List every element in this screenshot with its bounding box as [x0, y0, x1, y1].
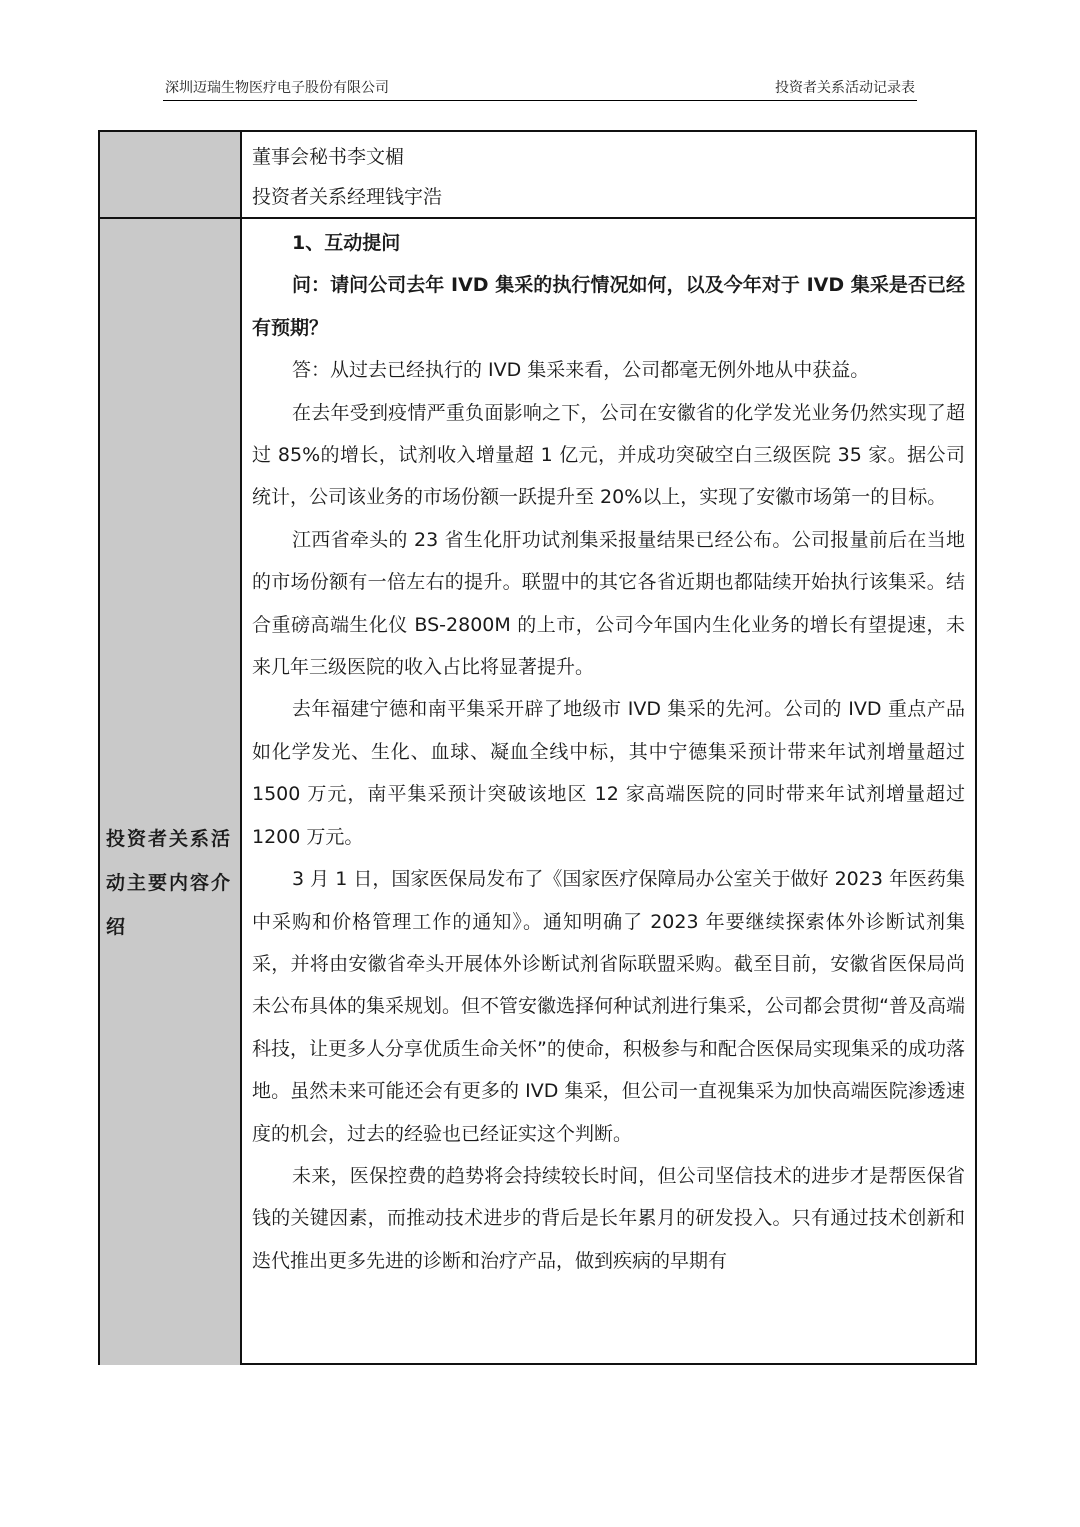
record-table [98, 130, 977, 1365]
answer-paragraph: 江西省牵头的 23 省生化肝功试剂集采报量结果已经公布。公司报量前后在当地的市场份额有一倍左右的提升。联盟中的其它各省近期也都陆续开始执行该集采。结合重磅高端生化仪 BS-2800M 的上市，公司今年国内生化业务的增长有望提速，未来几年三级医院的收入占比将显著提升。 [252, 528, 965, 679]
participant-line: 董事会秘书李文楣 [252, 146, 405, 168]
row1-content [252, 137, 965, 217]
row2-content [252, 222, 965, 1282]
answer-paragraph: 3 月 1 日，国家医保局发布了《国家医疗保障局办公室关于做好 2023 年医药集中采购和价格管理工作的通知》。通知明确了 2023 年要继续探索体外诊断试剂集采，并将由安徽省牵头开展体外诊断试剂省际联盟采购。截至目前，安徽省医保局尚未公布具体的集采规划。但不管安徽选择何种试剂进行集采，公司都会贯彻“普及高端科技，让更多人分享优质生命关怀”的使命，积极参与和配合医保局实现集采的成功落地。虽然未来可能还会有更多的 IVD 集采，但公司一直视集采为加快高端医院渗透速度的机会，过去的经验也已经证实这个判断。 [252, 868, 965, 1145]
participant-line: 投资者关系经理钱宇浩 [252, 186, 443, 208]
answer-paragraph: 在去年受到疫情严重负面影响之下，公司在安徽省的化学发光业务仍然实现了超过 85%的增长，试剂收入增量超 1 亿元，并成功突破空白三级医院 35 家。据公司统计，公司该业务的市场份额一跃提升至 20%以上，实现了安徽市场第一的目标。 [252, 401, 965, 509]
section-heading: 1、互动提问 [292, 232, 401, 254]
row-divider [100, 217, 975, 219]
document-title: 投资者关系活动记录表 [775, 80, 915, 96]
row2-label-cell [100, 217, 242, 1365]
question-text: 问：请问公司去年 IVD 集采的执行情况如何，以及今年对于 IVD 集采是否已经有预期？ [252, 274, 965, 339]
row1-label-cell [100, 132, 242, 217]
page-header [163, 76, 917, 101]
answer-intro: 答：从过去已经执行的 IVD 集采来看，公司都毫无例外地从中获益。 [292, 359, 870, 382]
company-name: 深圳迈瑞生物医疗电子股份有限公司 [165, 80, 389, 96]
answer-paragraph: 去年福建宁德和南平集采开辟了地级市 IVD 集采的先河。公司的 IVD 重点产品如化学发光、生化、血球、凝血全线中标，其中宁德集采预计带来年试剂增量超过 1500 万元，南平集采预计突破该地区 12 家高端医院的同时带来年试剂增量超过 1200 万元。 [252, 698, 965, 848]
answer-paragraph: 未来，医保控费的趋势将会持续较长时间，但公司坚信技术的进步才是帮医保省钱的关键因素，而推动技术进步的背后是长年累月的研发投入。只有通过技术创新和迭代推出更多先进的诊断和治疗产品，做到疾病的早期有 [252, 1164, 965, 1272]
row2-label: 投资者关系活动主要内容介绍 [106, 828, 233, 938]
